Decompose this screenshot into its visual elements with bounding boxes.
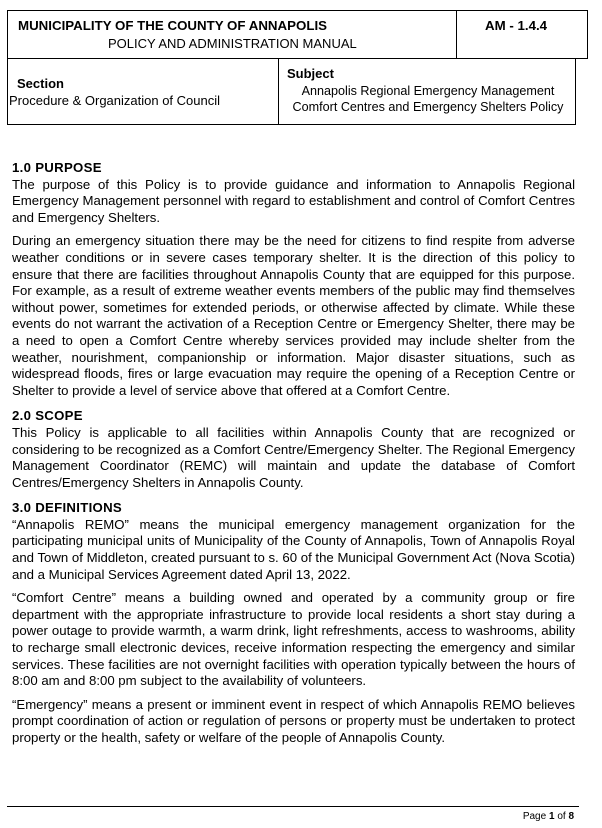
subject-line-2: Comfort Centres and Emergency Shelters Policy — [292, 100, 564, 114]
subject-label: Subject — [287, 66, 334, 81]
page-word: Page — [522, 811, 547, 822]
definition-annapolis-remo: “Annapolis REMO” means the municipal emergency management organization for the participating municipal units of Municipality of the County of Annapolis, Town of Annapolis Royal and Town of Middleton, created pursuant to s. 60 of the Municipal Government Act (Nova Scotia) and a Municipal Services Agreement dated April 13, 2022. — [12, 516, 575, 582]
definitions-heading: 3.0 DEFINITIONS — [12, 500, 123, 516]
purpose-paragraph-2: During an emergency situation there may be the need for citizens to find respite from adverse weather conditions or in severe cases temporary shelter. It is the direction of this policy to ensure that there are facilities throughout Annapolis County that are equipped for this purpose. For example, as a result of extreme weather events members of the public may find themselves without power, sometimes for extended periods, or otherwise affected by climate. While these events do not warrant the activation of a Reception Centre or Emergency Shelter, there may be a need to open a Comfort Centre whereby services provided may include shelter from the weather, nourishment, companionship or information. Major disaster situations, such as widespread floods, fires or large evacuation may require the opening of a Reception Centre or Shelter to provide a level of service above that offered at a Comfort Centre. — [12, 233, 575, 398]
policy-body — [12, 160, 575, 747]
scope-paragraph-1: This Policy is applicable to all facilities within Annapolis County that are recognized or considering to be recognized as a Comfort Centre/Emergency Shelter. The Regional Emergency Management Coordinator (REMC) will maintain and update the database of Comfort Centres/Emergency Shelters in Annapolis County. — [12, 424, 575, 490]
policy-code: AM - 1.4.4 — [485, 18, 548, 33]
definition-emergency: “Emergency” means a present or imminent event in respect of which Annapolis REMO believes prompt coordination of action or regulation of persons or property must be undertaken to protect property or the health, safety or welfare of the people of Annapolis County. — [12, 696, 575, 745]
purpose-heading: 1.0 PURPOSE — [12, 160, 102, 175]
org-cell — [7, 10, 457, 59]
manual-title: POLICY AND ADMINISTRATION MANUAL — [108, 36, 357, 51]
section-cell — [7, 58, 279, 125]
header-table — [7, 10, 588, 125]
page-total: 8 — [568, 811, 574, 822]
of-word: of — [557, 811, 566, 822]
code-cell — [456, 10, 588, 59]
scope-heading: 2.0 SCOPE — [12, 408, 83, 424]
definition-comfort-centre: “Comfort Centre” means a building owned and operated by a community group or fire department with the appropriate infrastructure to provide local residents a short stay during a power outage to provide warmth, a warm drink, light refreshments, access to washrooms, ability to recharge small electronic devices, receive information respecting the emergency and similar services. These facilities are not overnight facilities with operation typically between the hours of 8:00 am and 8:00 pm subject to the availability of volunteers. — [12, 590, 575, 689]
page-number: 1 — [548, 811, 555, 822]
subject-cell — [278, 58, 576, 125]
footer-rule — [7, 806, 579, 807]
page-footer — [523, 811, 574, 822]
section-label: Section — [17, 76, 64, 91]
purpose-paragraph-1: The purpose of this Policy is to provide guidance and information to Annapolis Regional Emergency Management personnel with regard to establishment and control of Comfort Centres and Emergency Shelters. — [12, 176, 575, 225]
section-value: Procedure & Organization of Council — [9, 93, 221, 108]
org-name: MUNICIPALITY OF THE COUNTY OF ANNAPOLIS — [18, 18, 328, 33]
subject-value — [279, 83, 577, 115]
subject-line-1: Annapolis Regional Emergency Management — [301, 84, 555, 98]
